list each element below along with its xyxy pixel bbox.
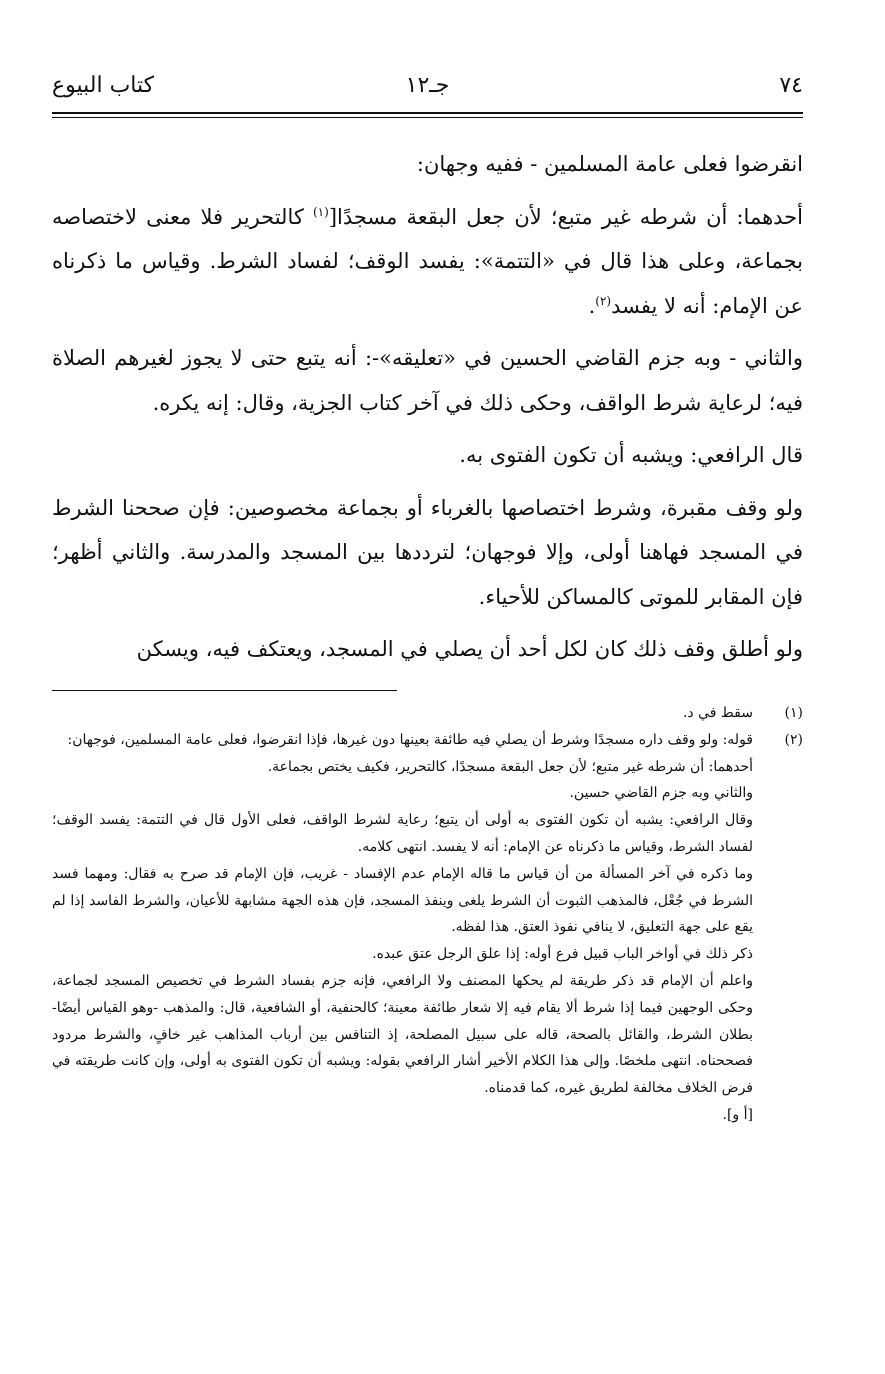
header-rule-thick <box>52 112 803 114</box>
footnote-number: (١) <box>784 705 803 721</box>
footnote-number: (٢) <box>784 731 803 748</box>
paragraph: قال الرافعي: ويشبه أن تكون الفتوى به. <box>459 443 803 467</box>
paragraph: أحدهما: أن شرطه غير متبع؛ لأن جعل البقعة مسجدًا[$^{(١)}$ كالتحرير فلا معنى لاختصاصه بجماعة، وعلى هذا قال في «التتمة»: يفسد الوقف؛ لفساد الشرط. وقياس ما ذكرناه عن الإمام: أنه لا يفسد$^{(٢)}$. <box>52 204 803 318</box>
paragraph: انقرضوا فعلى عامة المسلمين - ففيه وجهان: <box>416 152 803 176</box>
header-rule-thin <box>52 117 803 118</box>
volume-label: جـ١٢ <box>405 73 450 98</box>
main-text <box>52 142 803 680</box>
footnote-separator <box>52 690 397 691</box>
footnote-ref: (٢) <box>595 293 612 308</box>
paragraph: والثاني - وبه جزم القاضي الحسين في «تعليقه»-: أنه يتبع حتى لا يجوز لغيرهم الصلاة فيه؛ لرعاية شرط الواقف، وحكى ذلك في آخر كتاب الجزية، وقال: إنه يكره. <box>52 346 803 415</box>
footnote: (١) سقط في د. <box>52 700 803 727</box>
footnote-ref: (١) <box>312 204 329 219</box>
book-title: كتاب البيوع <box>52 73 155 98</box>
paragraph: ولو وقف مقبرة، وشرط اختصاصها بالغرباء أو بجماعة مخصوصين: فإن صححنا الشرط في المسجد فهاهنا أولى، وإلا فوجهان؛ لترددها بين المسجد والمدرسة. والثاني أظهر؛ فإن المقابر للموتى كالمساكن للأحياء. <box>52 495 803 609</box>
running-header <box>52 66 803 106</box>
page-number: ٧٤ <box>779 73 803 98</box>
footnotes <box>52 700 803 1129</box>
paragraph: ولو أطلق وقف ذلك كان لكل أحد أن يصلي في المسجد، ويعتكف فيه، ويسكن <box>136 637 803 661</box>
footnote: (٢) قوله: ولو وقف داره مسجدًا وشرط أن يصلي فيه طائفة بعينها دون غيرها، فإذا انقرضوا، فعلى عامة المسلمين، فوجهان: أحدهما: أن شرطه غير متبع؛ لأن جعل البقعة مسجدًا، كالتحرير، فكيف يختص بجماعة. والثاني وبه جزم القاضي حسين. وقال الرافعي: يشبه أن تكون الفتوى به أولى أن يتبع؛ رعاية لشرط الواقف، فعلى الأول قال في التتمة: يفسد الوقف؛ لفساد الشرط، وقياس ما ذكرناه عن الإمام: أنه لا يفسد. انتهى كلامه. وما ذكره في آخر المسألة من أن قياس ما قاله الإمام عدم الإفساد - غريب، فإن الإمام قد صرح به فقال: ومهما فسد الشرط في جُعْل، فالمذهب الثبوت أن الشرط يلغى وينفذ المسجد، فإن هذه الجهة مشابهة للأعيان، والشرط الفاسد إذا لم يقع على جهة التعليق، لا ينافي نفوذ العتق. هذا لفظه. ذكر ذلك في أواخر الباب قبيل فرع أوله: إذا علق الرجل عتق عبده. واعلم أن الإمام قد ذكر طريقة لم يحكها المصنف ولا الرافعي، فإنه جزم بفساد الشرط في تخصيص المسجد لجماعة، وحكى الوجهين فيما إذا شرط ألا يقام فيه إلا شعار طائفة معينة؛ كالحنفية، أو الشافعية، قال: والمذهب -وهو القياس أيضًا- بطلان الشرط، والقائل بالصحة، قاله على سبيل المصلحة، إذ التنافس بين أرباب المذاهب غير خافٍ، والشرط مردود فصححناه. انتهى ملخصًا. وإلى هذا الكلام الأخير أشار الرافعي بقوله: ويشبه أن تكون الفتوى به أولى، وإن كانت طريقته في فرض الخلاف مخالفة لطريق غيره، كما قدمناه. [أ و]. <box>52 727 803 1129</box>
